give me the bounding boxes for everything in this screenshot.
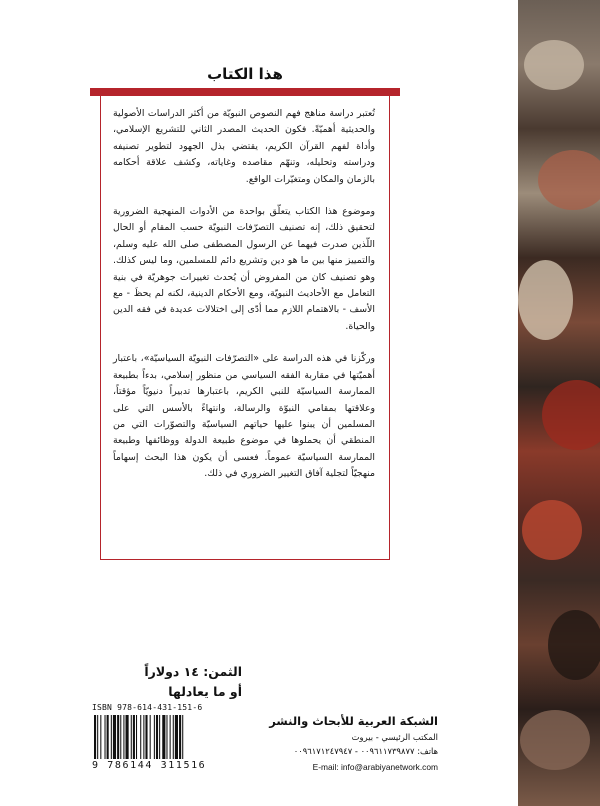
barcode-bar [175, 715, 178, 759]
barcode-bar [113, 715, 116, 759]
blurb-paragraph-1: تُعتبر دراسة مناهج فهم النصوص النبويّة من أكثر الدراسات الأصولية والحديثية أهميّةً. فكون الحديث المصدر الثاني للتشريع الإسلامي، وأداة لفهم القرآن الكريم، يقتضي بذل الجهود لتطوير تصنيفه ودراسته وتحليله، وتنهّم مقاصده وغاياته، وكشف علاقة أحكامه بالزمان والمكان ومتغيّرات الواقع. [113, 108, 375, 185]
barcode-bar [111, 715, 112, 759]
isbn-barcode-block [92, 703, 242, 773]
publisher-name: الشبكة العربية للأبحاث والنشر [269, 714, 438, 728]
barcode-bar [117, 715, 119, 759]
publisher-office: المكتب الرئيسي - بيروت [351, 732, 438, 742]
barcode-bar [126, 715, 129, 759]
publisher-email: E-mail: info@arabiyanetwork.com [312, 762, 438, 772]
barcode-bar [182, 715, 183, 759]
painting-detail [524, 40, 584, 90]
cover-painting-strip [518, 0, 600, 806]
painting-detail [518, 260, 573, 340]
blurb-paragraph-2: وموضوع هذا الكتاب يتعلّق بواحدة من الأدوات المنهجية الضرورية لتحقيق ذلك، إنه تصنيف التصرّفات النبويّة حسب المقام أو الحال اللّذين صدرت فيهما عن الرسول المصطفى صلى الله عليه وسلم، والتمييز منها بين ما هو دين وتشريع دائم للمسلمين، وما ليس كذلك. وهو تصنيف كان من المفروض أن يُحدث تغييرات جوهريّة في بنية التعامل مع الأحاديث النبويّة، ومع الأحكام الدينية، لكنه لم يحظَ - مع الأسف - بالاهتمام اللازم مما أدّى إلى اختلالات عديدة في فقه الدين والحياة. [113, 206, 375, 332]
publisher-block [250, 712, 438, 774]
publisher-phone: هاتف: ٠٠٩٦١١٧٣٩٨٧٧ - ٠٠٩٦١٧١٢٤٧٩٤٧ [293, 746, 438, 756]
barcode-bar [150, 715, 151, 759]
barcode-bar [123, 715, 124, 759]
price-equivalent: أو ما يعادلها [168, 684, 242, 699]
painting-detail [520, 710, 590, 770]
painting-detail [548, 610, 600, 680]
barcode-bar [143, 715, 144, 759]
blurb-paragraph-3: وركّزنا في هذه الدراسة على «التصرّفات النبويّة السياسيّة»، باعتبار أهميّتها في مقاربة الفقه السياسي من منظور إسلامي، بدءاً بطبيعة الممارسة السياسيّة للنبي الكريم، باعتبارها تدبيراً دنيويّاً مؤقتاً، وعلاقتها بمقامي النبوّة والرسالة، وانتهاءً بالأسس التي على المسلمين أن يبنوا عليها حياتهم السياسيّة والتصوّرات التي من المنطقي أن يحملوها في موضوع طبيعة الدولة ووظائفها وطبيعة الممارسة السياسيّة عموماً. فعسى أن يكون هذا البحث إسهاماً منهجيّاً لتجلية آفاق التغيير الضروري في ذلك. [113, 353, 375, 480]
barcode-bar [179, 715, 181, 759]
barcode-image [92, 715, 242, 759]
price-block [92, 662, 242, 702]
barcode-bar [131, 715, 132, 759]
barcode-bar [156, 715, 158, 759]
barcode-bar [120, 715, 121, 759]
barcode-bar [94, 715, 96, 759]
barcode-digits: 9 786144 311516 [92, 760, 207, 771]
barcode-bar [140, 715, 141, 759]
barcode-bar [133, 715, 135, 759]
painting-detail [538, 150, 600, 210]
barcode-bar [145, 715, 147, 759]
blurb-frame [100, 96, 390, 560]
price-line: الثمن: ١٤ دولاراً [144, 664, 242, 679]
painting-detail [522, 500, 582, 560]
barcode-bar [136, 715, 137, 759]
barcode-bar [166, 715, 167, 759]
title-underline-bar [90, 88, 400, 96]
barcode-bar [100, 715, 101, 759]
painting-detail [542, 380, 600, 450]
barcode-bar [170, 715, 171, 759]
barcode-bar [154, 715, 155, 759]
barcode-bar [97, 715, 98, 759]
isbn-label: ISBN 978-614-431-151-6 [92, 703, 203, 712]
barcode-bar [107, 715, 109, 759]
barcode-bar [162, 715, 165, 759]
section-title-box [90, 60, 400, 88]
section-title: هذا الكتاب [207, 65, 283, 83]
barcode-bar [105, 715, 106, 759]
barcode-bar [173, 715, 174, 759]
barcode-bar [159, 715, 160, 759]
